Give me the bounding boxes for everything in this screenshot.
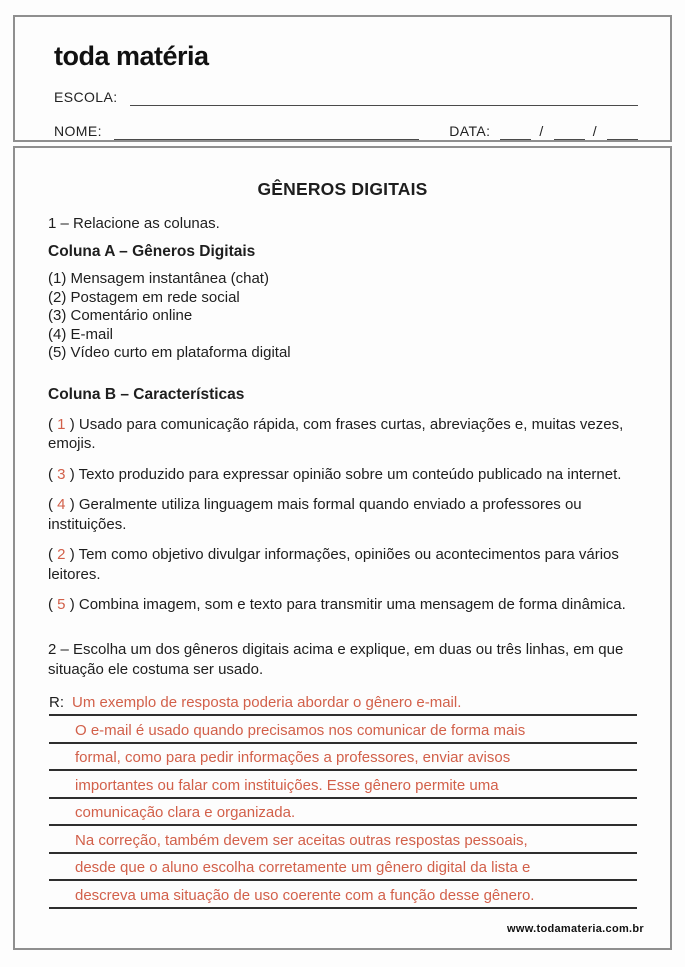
column-a-item: (3) Comentário online	[48, 307, 193, 324]
answer-line	[49, 826, 637, 854]
column-b-item-text: Geralmente utiliza linguagem mais formal quando enviado a professores ou instituições.	[48, 496, 582, 533]
column-a-item: (2) Postagem em rede social	[48, 288, 240, 306]
answer-text: descreva uma situação de uso coerente com a função desse gênero.	[75, 886, 535, 904]
paren-open: (	[48, 415, 53, 433]
date-month-blank	[554, 125, 585, 140]
name-field-row	[54, 123, 638, 140]
worksheet-title: GÊNEROS DIGITAIS	[257, 179, 428, 199]
answer-line	[49, 799, 637, 827]
content-box	[13, 146, 672, 950]
answer-text: O e-mail é usado quando precisamos nos comunicar de forma mais	[75, 721, 526, 739]
date-field-group	[449, 123, 638, 140]
paren-open: (	[48, 546, 53, 563]
answer-number: 2	[57, 546, 66, 563]
column-b-item	[48, 495, 637, 534]
date-year-blank	[607, 125, 638, 140]
date-separator: /	[539, 123, 544, 139]
answer-number: 3	[57, 465, 66, 483]
answer-number: 1	[57, 415, 66, 433]
column-b-list	[48, 415, 637, 615]
paren-close: )	[69, 546, 75, 563]
date-separator: /	[592, 123, 597, 139]
column-a-list	[48, 270, 637, 363]
school-field-row	[54, 89, 638, 106]
name-blank-line	[114, 125, 419, 140]
answer-number: 5	[57, 596, 66, 613]
question-1-prompt: 1 – Relacione as colunas.	[48, 215, 220, 232]
answer-line	[49, 744, 637, 772]
footer-website-url: www.todamateria.com.br	[507, 923, 644, 935]
header-box	[13, 15, 672, 142]
date-day-blank	[500, 125, 531, 140]
paren-open: (	[48, 496, 53, 513]
question-2-prompt: 2 – Escolha um dos gêneros digitais acima e explique, em duas ou três linhas, em que situação ele costuma ser usado.	[48, 640, 624, 678]
column-b-heading: Coluna B – Características	[48, 385, 245, 403]
answer-label: R:	[49, 694, 64, 711]
paren-close: )	[69, 496, 75, 513]
answer-text: Um exemplo de resposta poderia abordar o gênero e-mail.	[72, 694, 462, 711]
answer-line	[49, 881, 637, 909]
column-a-item: (4) E-mail	[48, 325, 114, 343]
paren-close: )	[69, 596, 75, 613]
column-a-item: (5) Vídeo curto em plataforma digital	[48, 344, 291, 361]
column-b-item-text: Combina imagem, som e texto para transmitir uma mensagem de forma dinâmica.	[78, 596, 626, 613]
date-label: DATA:	[449, 123, 491, 139]
column-b-item-text: Tem como objetivo divulgar informações, opiniões ou acontecimentos para vários leitores.	[48, 546, 619, 583]
name-label: NOME:	[54, 123, 102, 139]
paren-close: )	[69, 415, 75, 433]
answer-text: comunicação clara e organizada.	[75, 804, 296, 821]
answer-text: Na correção, também devem ser aceitas outras respostas pessoais,	[75, 831, 528, 849]
answer-number: 4	[57, 496, 66, 513]
school-label: ESCOLA:	[54, 89, 118, 105]
column-b-item-text: Texto produzido para expressar opinião sobre um conteúdo publicado na internet.	[78, 465, 622, 483]
answer-text: desde que o aluno escolha corretamente um gênero digital da lista e	[75, 859, 531, 876]
answer-line	[49, 689, 637, 717]
column-a-heading: Coluna A – Gêneros Digitais	[48, 243, 256, 260]
answer-text: formal, como para pedir informações a professores, enviar avisos	[75, 749, 511, 766]
column-b-item-text: Usado para comunicação rápida, com frases curtas, abreviações e, muitas vezes, emojis.	[48, 415, 624, 452]
column-a-item: (1) Mensagem instantânea (chat)	[48, 270, 269, 287]
school-blank-line	[130, 91, 639, 106]
answer-lines	[49, 689, 637, 909]
column-b-item	[48, 415, 637, 454]
answer-line	[49, 854, 637, 882]
brand-logo: toda matéria	[54, 41, 209, 71]
answer-line	[49, 716, 637, 744]
column-b-item	[48, 595, 637, 615]
paren-open: (	[48, 596, 53, 613]
answer-text: importantes ou falar com instituições. Esse gênero permite uma	[75, 776, 499, 794]
answer-line	[49, 771, 637, 799]
paren-open: (	[48, 465, 53, 483]
column-b-item	[48, 465, 637, 485]
column-b-item	[48, 545, 637, 584]
paren-close: )	[69, 465, 75, 483]
